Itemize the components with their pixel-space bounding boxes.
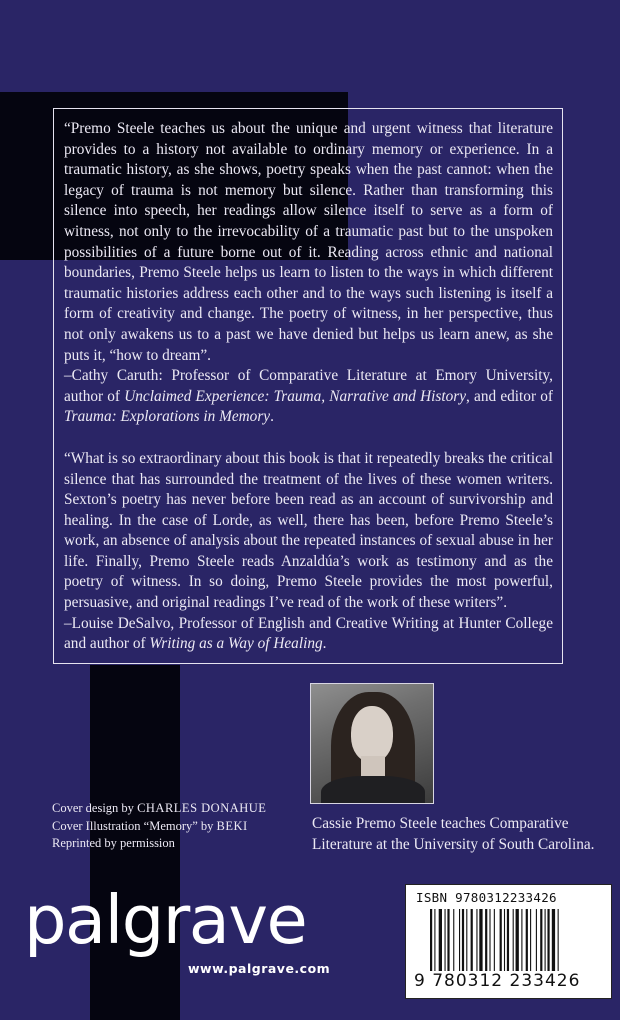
book-title-trauma-explorations: Trauma: Explorations in Memory [64,408,271,426]
barcode-digits: 9 780312 233426 [414,971,581,991]
quote-desalvo [64,449,553,655]
isbn-label: ISBN 9780312233426 [416,890,557,905]
quote-caruth-attribution-mid: , and editor of [466,387,553,405]
credit-permission: Reprinted by permission [52,836,175,850]
credit-illustration: Cover Illustration “Memory” by BEKI [52,818,248,833]
quote-caruth-attribution: –Cathy Caruth: Professor of Comparative Literature at Emory University, author of [64,367,553,405]
barcode-panel [405,884,612,999]
publisher-url: www.palgrave.com [188,961,331,976]
quote-desalvo-body: “What is so extraordinary about this book is that it repeatedly breaks the critical silence that has surrounded the treatment of the lives of these women writers. Sexton’s poetry has never before been read as an account of survivorship and healing. In the case of Lorde, as well, there has been, before Premo Steele’s work, an absence of analysis about the repeated instances of sexual abuse in her life. Finally, Premo Steele reads Anzaldúa’s work as testimony and as the poetry of witness. In so doing, Premo Steele provides the most powerful, persuasive, and original readings I’ve read of the work of these writers”. [64,449,553,612]
designer-name: CHARLES DONAHUE [137,801,267,815]
publisher-logo: palgrave [24,881,307,959]
quote-desalvo-attribution-end: . [322,635,327,653]
illustrator-name: BEKI [216,818,248,833]
book-title-writing-as-healing: Writing as a Way of Healing [149,635,323,653]
book-title-unclaimed-experience: Unclaimed Experience: Trauma, Narrative and History [124,387,467,405]
quote-caruth-body: “Premo Steele teaches us about the unique and urgent witness that literature provides to a history not available to ordinary memory or experience. In a traumatic history, as she shows, poetry speaks when the past cannot: when the legacy of trauma is not memory but silence. Rather than transforming this silence into speech, her readings allow silence itself to serve as a form of witness, not only to the irrevocability of a traumatic past but to the unspoken possibilities of a future borne out of it. Reading across ethnic and national boundaries, Premo Steele helps us learn to listen to the ways in which different traumatic histories address each other and to the ways such listening is itself a form of creativity and change. The poetry of witness, in her perspective, thus not only awakens us to a past we have denied but helps us learn anew, as she puts it, “how to dream”. [64,120,553,364]
quote-caruth-attribution-end: . [270,408,274,426]
author-photo [310,683,434,804]
barcode-icon [430,909,600,971]
author-bio: Cassie Premo Steele teaches Comparative Literature at the University of South Carolina. [312,815,595,853]
credit-design: Cover design by CHARLES DONAHUE [52,801,267,815]
quote-desalvo-attribution: –Louise DeSalvo, Professor of English and Creative Writing at Hunter College and author of [64,614,553,653]
quote-caruth [64,119,553,428]
quotes-box [53,108,563,664]
cover-credits [52,800,302,853]
